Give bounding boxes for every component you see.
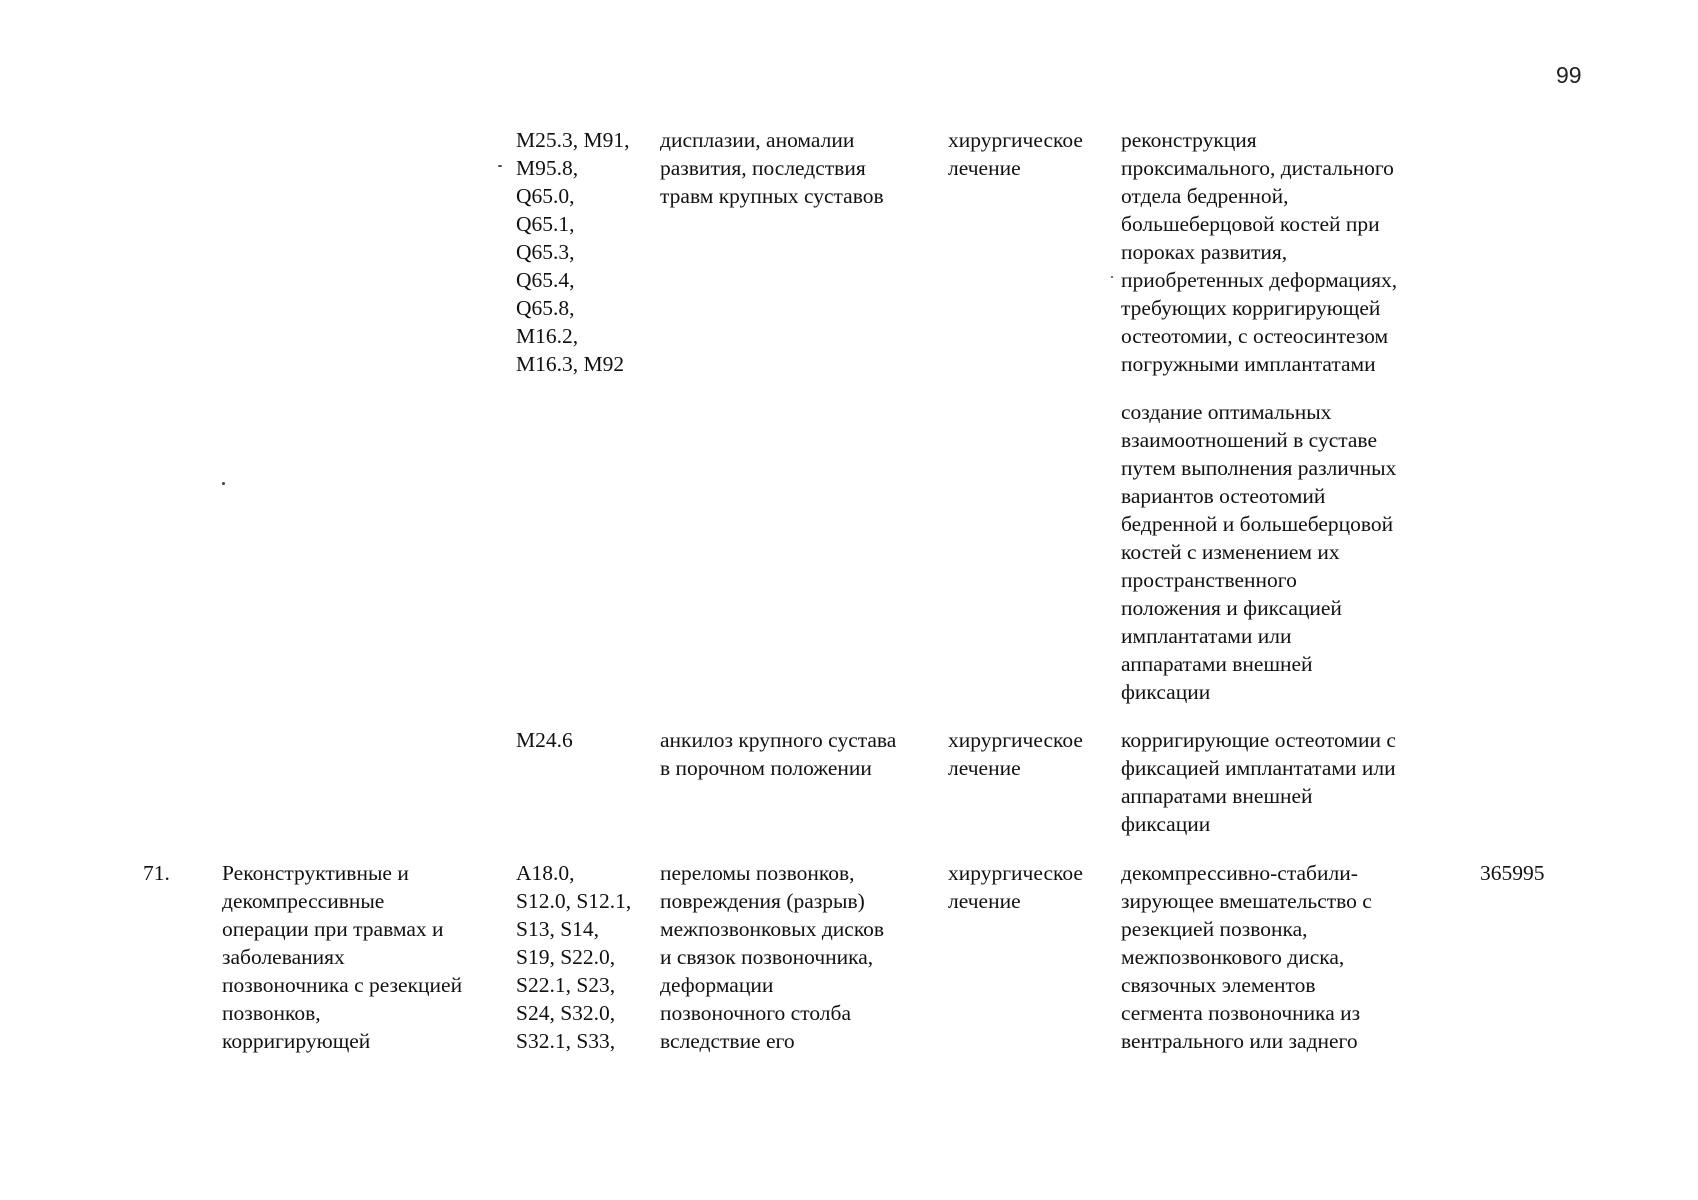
row-3-treatment: хирургическое лечение — [948, 861, 1083, 913]
scan-speck — [498, 165, 502, 167]
scan-speck — [222, 482, 225, 485]
scan-speck — [1111, 276, 1113, 278]
row-3-method-1: декомпрессивно-стабили- зирующее вмешательство с резекцией позвонка, межпозвонкового диска, связочных элементов сегмента позвоночника из вентрального или заднего — [1121, 861, 1372, 1053]
row-3-number: 71. — [143, 861, 170, 885]
row-1-codes: M25.3, M91, M95.8, Q65.0, Q65.1, Q65.3, Q65.4, Q65.8, M16.2, M16.3, M92 — [516, 128, 630, 376]
page-number: 99 — [1556, 62, 1582, 88]
row-1-model: дисплазии, аномалии развития, последствия травм крупных суставов — [660, 128, 884, 208]
row-2-model: анкилоз крупного сустава в порочном положении — [660, 728, 897, 780]
row-2-codes: M24.6 — [516, 728, 573, 752]
row-3-codes: A18.0, S12.0, S12.1, S13, S14, S19, S22.0, S22.1, S23, S24, S32.0, S32.1, S33, — [516, 861, 632, 1053]
row-3-cost: 365995 — [1480, 861, 1545, 885]
row-2-treatment: хирургическое лечение — [948, 728, 1083, 780]
row-2-method-1: корригирующие остеотомии с фиксацией имплантатами или аппаратами внешней фиксации — [1121, 728, 1396, 836]
row-3-model: переломы позвонков, повреждения (разрыв) межпозвонковых дисков и связок позвоночника, деформации позвоночного столба вследствие его — [660, 861, 885, 1053]
row-3-name: Реконструктивные и декомпрессивные операции при травмах и заболеваниях позвоночника с резекцией позвонков, корригирующей — [222, 861, 463, 1053]
row-1-method-1: реконструкция проксимального, дистального отдела бедренной, большеберцовой костей при пороках развития, приобретенных деформациях, требующих корригирующей остеотомии, с остеосинтезом погружными имплантатами — [1121, 128, 1398, 376]
row-1-method-2: создание оптимальных взаимоотношений в суставе путем выполнения различных вариантов остеотомий бедренной и большеберцовой костей с изменением их пространственного положения и фиксацией имплантатами или аппаратами внешней фиксации — [1121, 400, 1397, 704]
row-1-treatment: хирургическое лечение — [948, 128, 1083, 180]
